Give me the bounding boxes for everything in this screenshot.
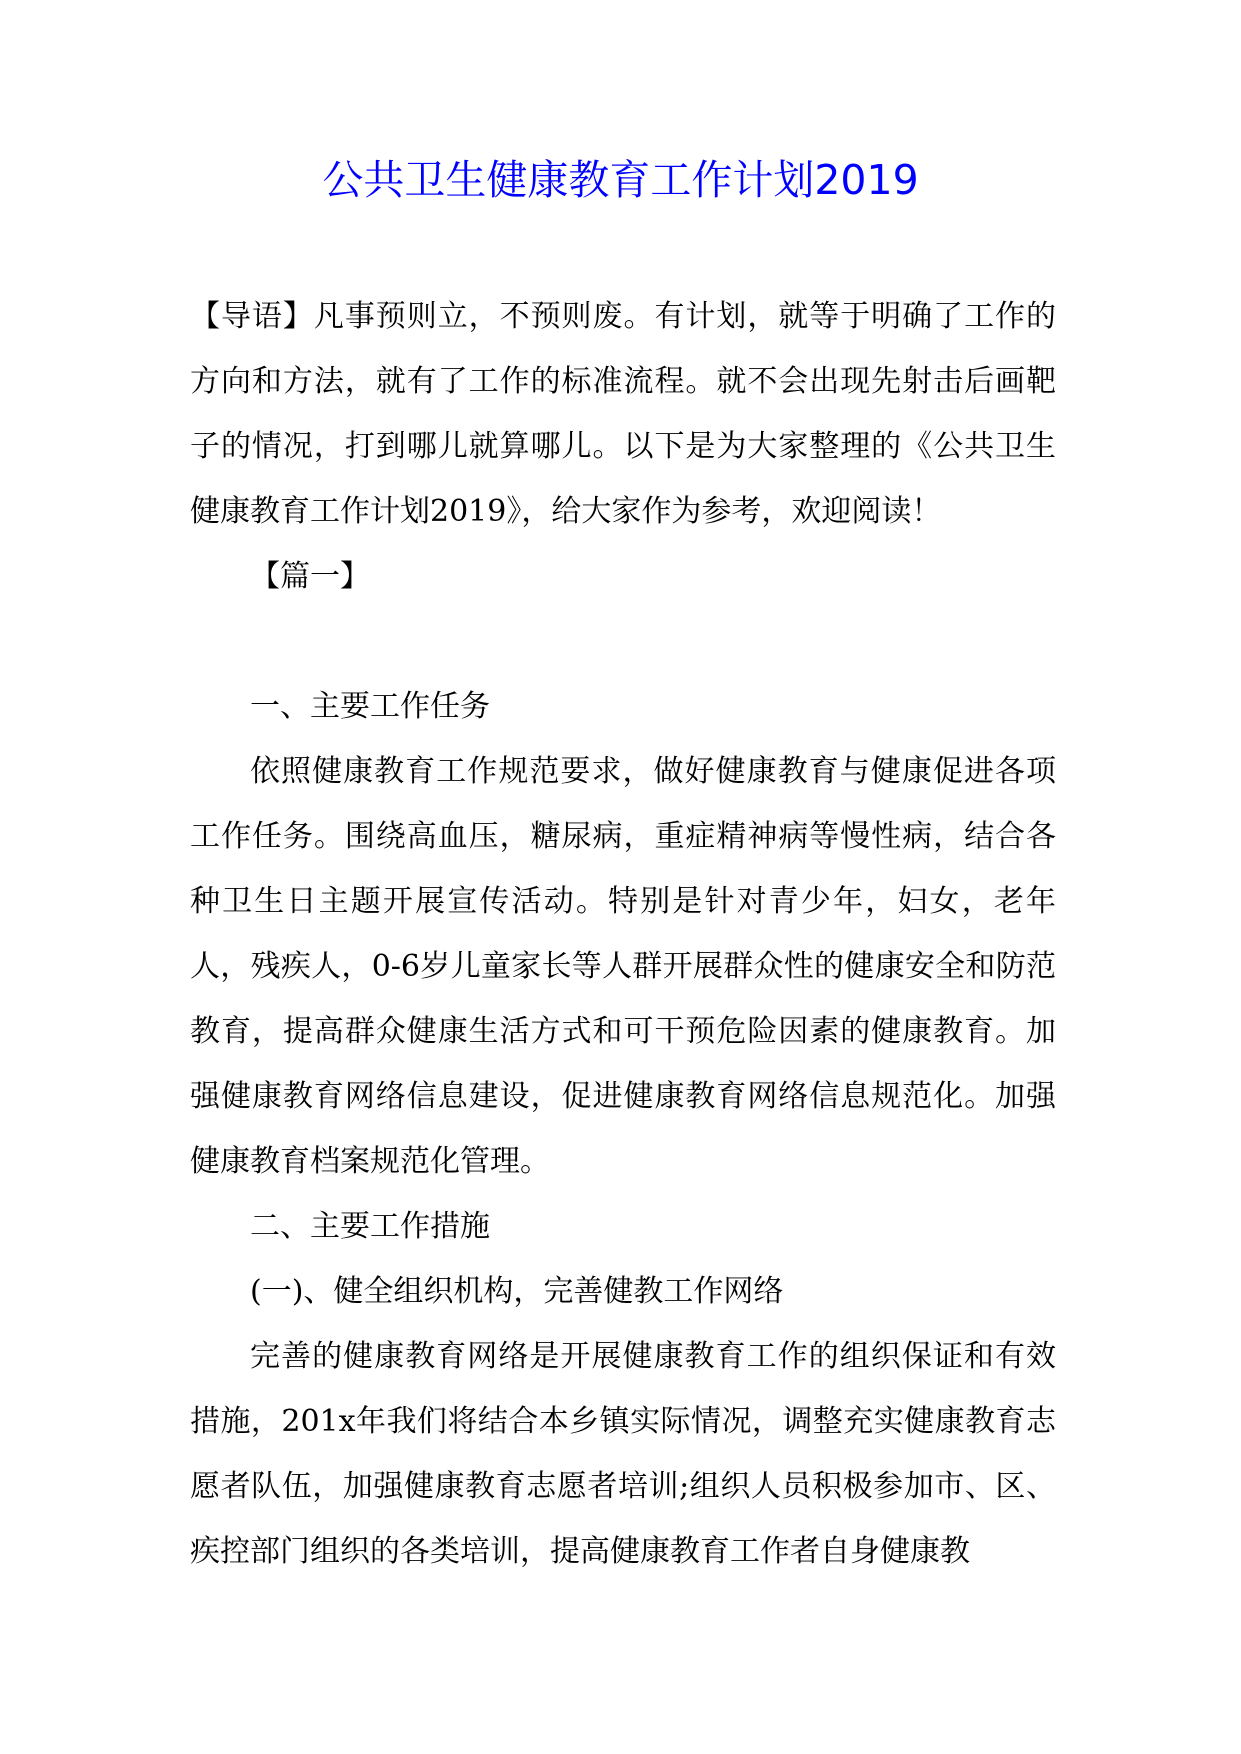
document-body <box>190 284 1056 1584</box>
section-heading-measures: 二、主要工作措施 <box>250 1209 490 1244</box>
section-label: 【篇一】 <box>250 559 370 594</box>
tasks-paragraph: 依照健康教育工作规范要求，做好健康教育与健康促进各项工作任务。围绕高血压，糖尿病，重症精神病等慢性病，结合各种卫生日主题开展宣传活动。特别是针对青少年，妇女，老年人，残疾人，0-6岁儿童家长等人群开展群众性的健康安全和防范教育，提高群众健康生活方式和可干预危险因素的健康教育。加强健康教育网络信息建设，促进健康教育网络信息规范化。加强健康教育档案规范化管理。 <box>190 754 1056 1179</box>
section-heading-tasks: 一、主要工作任务 <box>250 689 490 724</box>
document-title: 公共卫生健康教育工作计划2019 <box>322 156 919 204</box>
subsection-heading-organization: (一)、健全组织机构，完善健教工作网络 <box>250 1274 784 1309</box>
intro-paragraph: 【导语】凡事预则立，不预则废。有计划，就等于明确了工作的方向和方法，就有了工作的标准流程。就不会出现先射击后画靶子的情况，打到哪儿就算哪儿。以下是为大家整理的《公共卫生健康教育工作计划2019》，给大家作为参考，欢迎阅读！ <box>190 299 1056 529</box>
organization-paragraph: 完善的健康教育网络是开展健康教育工作的组织保证和有效措施，201x年我们将结合本乡镇实际情况，调整充实健康教育志愿者队伍，加强健康教育志愿者培训;组织人员积极参加市、区、疾控部门组织的各类培训，提高健康教育工作者自身健康教 <box>190 1339 1056 1569</box>
